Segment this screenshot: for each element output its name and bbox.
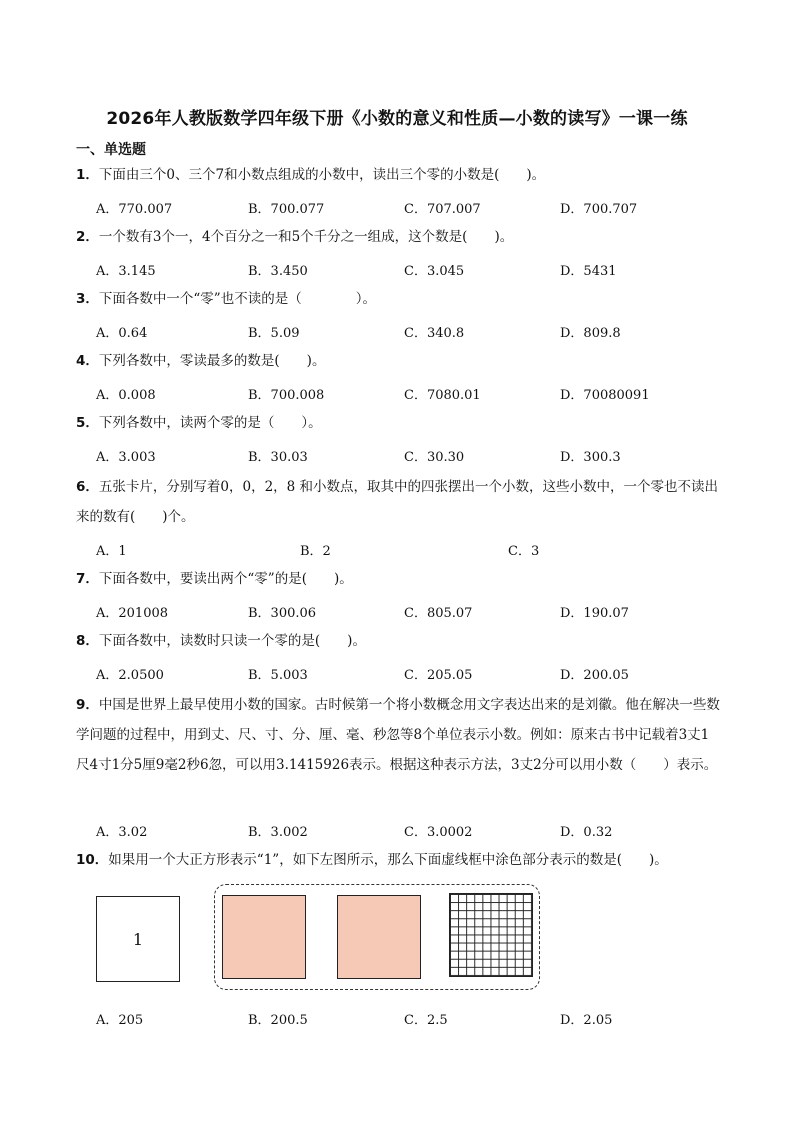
option-c[interactable]: C．7080.01 <box>404 388 481 403</box>
unit-square-figure <box>96 896 180 982</box>
option-d[interactable]: D．190.07 <box>560 606 629 621</box>
question-number: 3． <box>76 291 99 307</box>
option-a[interactable]: A．3.003 <box>96 450 156 465</box>
option-a[interactable]: A．3.145 <box>96 264 156 279</box>
question-text: 下列各数中，零读最多的数是( )。 <box>98 353 326 369</box>
option-b[interactable]: B．5.003 <box>248 668 308 683</box>
question-number: 7． <box>76 571 99 587</box>
question-number: 5． <box>76 415 99 431</box>
option-b[interactable]: B．300.06 <box>248 606 317 621</box>
options-8 <box>96 664 736 684</box>
options-10 <box>96 1009 736 1029</box>
question-number: 2． <box>76 229 99 245</box>
question-7 <box>76 564 722 594</box>
question-text: 中国是世界上最早使用小数的国家。古时候第一个将小数概念用文字表达出来的是刘徽。他在解决一些数学问题的过程中，用到丈、尺、寸、分、厘、毫、秒忽等8个单位表示小数。例如：原来古书中记载着3丈1尺4寸1分5厘9毫2秒6忽，可以用3.1415926表示。根据这种表示方法，3丈2分可以用小数（ ）表示。 <box>76 697 720 773</box>
options-2 <box>96 260 736 280</box>
option-b[interactable]: B．3.450 <box>248 264 308 279</box>
option-d[interactable]: D．70080091 <box>560 388 650 403</box>
question-10 <box>76 845 722 875</box>
options-3 <box>96 322 736 342</box>
option-a[interactable]: A．1 <box>96 544 127 559</box>
option-d[interactable]: D．5431 <box>560 264 617 279</box>
question-number: 6． <box>76 479 99 495</box>
option-a[interactable]: A．770.007 <box>96 202 173 217</box>
question-9 <box>76 690 722 780</box>
option-a[interactable]: A．0.008 <box>96 388 156 403</box>
shaded-square <box>222 895 306 979</box>
shaded-square <box>337 895 421 979</box>
options-5 <box>96 446 736 466</box>
options-4 <box>96 384 736 404</box>
option-b[interactable]: B．3.002 <box>248 825 308 840</box>
question-number: 1． <box>76 167 99 183</box>
option-b[interactable]: B．2 <box>300 544 331 559</box>
option-c[interactable]: C．2.5 <box>404 1013 448 1028</box>
option-d[interactable]: D．809.8 <box>560 326 621 341</box>
options-7 <box>96 602 736 622</box>
question-text: 下面各数中，要读出两个“零”的是( )。 <box>98 571 353 587</box>
option-b[interactable]: B．30.03 <box>248 450 308 465</box>
question-number: 8． <box>76 633 99 649</box>
option-a[interactable]: A．205 <box>96 1013 144 1028</box>
question-text: 一个数有3个一，4个百分之一和5个千分之一组成，这个数是( )。 <box>98 229 514 245</box>
option-c[interactable]: C．3.045 <box>404 264 465 279</box>
option-c[interactable]: C．340.8 <box>404 326 465 341</box>
question-number: 9． <box>76 697 99 713</box>
option-b[interactable]: B．200.5 <box>248 1013 308 1028</box>
question-text: 下列各数中，读两个零的是（ ）。 <box>98 415 322 431</box>
question-6 <box>76 472 722 532</box>
option-b[interactable]: B．700.008 <box>248 388 325 403</box>
option-c[interactable]: C．3 <box>508 544 540 559</box>
option-c[interactable]: C．205.05 <box>404 668 473 683</box>
question-4 <box>76 346 722 376</box>
option-d[interactable]: D．700.707 <box>560 202 638 217</box>
options-9 <box>96 821 736 841</box>
option-c[interactable]: C．3.0002 <box>404 825 473 840</box>
option-d[interactable]: D．300.3 <box>560 450 621 465</box>
question-number: 4． <box>76 353 99 369</box>
option-b[interactable]: B．700.077 <box>248 202 325 217</box>
question-5 <box>76 408 722 438</box>
hundredths-grid <box>449 893 533 977</box>
question-number: 10． <box>76 852 109 868</box>
option-c[interactable]: C．805.07 <box>404 606 473 621</box>
question-text: 下面各数中一个“零”也不读的是（ ）。 <box>98 291 376 307</box>
question-text: 如果用一个大正方形表示“1”，如下左图所示，那么下面虚线框中涂色部分表示的数是( )。 <box>108 852 668 868</box>
option-a[interactable]: A．3.02 <box>96 825 148 840</box>
question-text: 下面各数中，读数时只读一个零的是( )。 <box>98 633 366 649</box>
option-d[interactable]: D．200.05 <box>560 668 629 683</box>
option-d[interactable]: D．2.05 <box>560 1013 613 1028</box>
option-b[interactable]: B．5.09 <box>248 326 300 341</box>
question-2 <box>76 222 722 252</box>
option-a[interactable]: A．0.64 <box>96 326 148 341</box>
question-3 <box>76 284 722 314</box>
options-6 <box>96 540 736 560</box>
option-a[interactable]: A．2.0500 <box>96 668 164 683</box>
option-d[interactable]: D．0.32 <box>560 825 613 840</box>
option-c[interactable]: C．30.30 <box>404 450 465 465</box>
option-c[interactable]: C．707.007 <box>404 202 481 217</box>
options-1 <box>96 198 736 218</box>
page-title: 2026年人教版数学四年级下册《小数的意义和性质—小数的读写》一课一练 <box>106 109 688 129</box>
option-a[interactable]: A．201008 <box>96 606 169 621</box>
section-heading: 一、单选题 <box>76 142 146 158</box>
question-text: 五张卡片，分别写着0，0，2，8 和小数点，取其中的四张摆出一个小数，这些小数中，一个零也不读出来的数有( )个。 <box>76 479 719 525</box>
question-1 <box>76 160 722 190</box>
unit-square-label: 1 <box>132 929 144 949</box>
question-text: 下面由三个0、三个7和小数点组成的小数中，读出三个零的小数是( )。 <box>98 167 546 183</box>
question-8 <box>76 626 722 656</box>
